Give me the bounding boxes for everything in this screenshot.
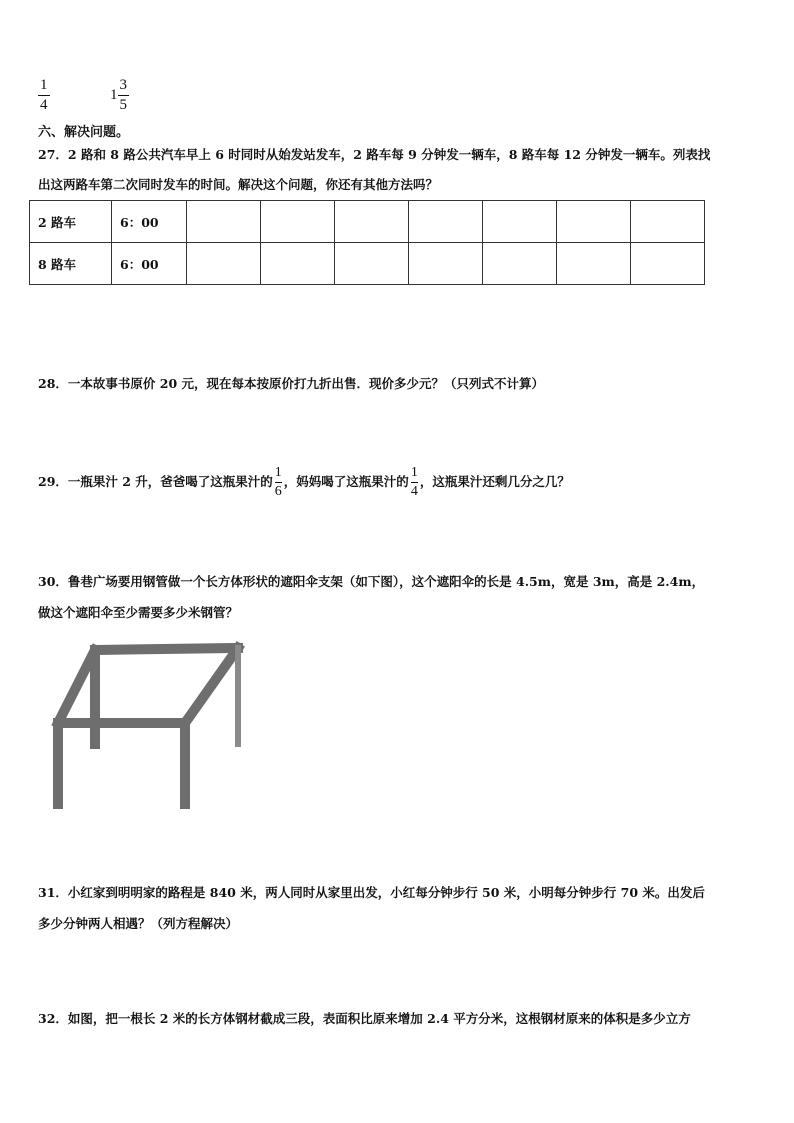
q30-line2: 做这个遮阳伞至少需要多少米钢管？ <box>38 605 239 620</box>
denominator: 6 <box>274 484 282 499</box>
blank-cell[interactable] <box>631 201 705 243</box>
blank-cell[interactable] <box>335 243 409 285</box>
denominator: 5 <box>119 97 127 113</box>
blank-cell[interactable] <box>261 201 335 243</box>
numerator: 3 <box>119 77 127 93</box>
blank-cell[interactable] <box>483 201 557 243</box>
bus-schedule-table <box>29 200 705 285</box>
q31-line2: 多少分钟两人相遇？（列方程解决） <box>38 916 239 931</box>
whole-part: 1 <box>110 87 118 103</box>
start-time: 6：00 <box>112 201 187 243</box>
start-time: 6：00 <box>112 243 187 285</box>
table-row <box>30 201 705 243</box>
denominator: 4 <box>40 97 48 113</box>
q31-line1: 31．小红家到明明家的路程是 840 米，两人同时从家里出发，小红每分钟步行 50 米，小明每分钟步行 70 米。出发后 <box>38 885 705 900</box>
route-label: 8 路车 <box>30 243 112 285</box>
table-row <box>30 243 705 285</box>
fraction-one-quarter <box>38 78 50 113</box>
q29-part3: ，这瓶果汁还剩几分之几？ <box>419 474 570 490</box>
blank-cell[interactable] <box>631 243 705 285</box>
blank-cell[interactable] <box>187 201 261 243</box>
blank-cell[interactable] <box>335 201 409 243</box>
route-label: 2 路车 <box>30 201 112 243</box>
q27-line2: 出这两路车第二次同时发车的时间。解决这个问题，你还有其他方法吗？ <box>38 177 439 192</box>
q30-line1: 30．鲁巷广场要用钢管做一个长方体形状的遮阳伞支架（如下图），这个遮阳伞的长是 4.5m，宽是 3m，高是 2.4m， <box>38 574 705 589</box>
q29-part1: 29．一瓶果汁 2 升，爸爸喝了这瓶果汁的 <box>38 474 273 490</box>
mixed-number-one-three-fifths <box>110 78 129 113</box>
numerator: 1 <box>40 77 48 93</box>
q29-text <box>38 466 570 499</box>
q32-line1: 32．如图，把一根长 2 米的长方体钢材截成三段，表面积比原来增加 2.4 平方分米，这根钢材原来的体积是多少立方 <box>38 1011 691 1026</box>
blank-cell[interactable] <box>187 243 261 285</box>
blank-cell[interactable] <box>261 243 335 285</box>
blank-cell[interactable] <box>557 243 631 285</box>
q28-text: 28．一本故事书原价 20 元，现在每本按原价打九折出售．现价多少元？（只列式不计算） <box>38 376 544 391</box>
fraction-one-sixth <box>275 466 282 499</box>
blank-cell[interactable] <box>557 201 631 243</box>
q29-part2: ，妈妈喝了这瓶果汁的 <box>283 474 409 490</box>
blank-cell[interactable] <box>409 201 483 243</box>
blank-cell[interactable] <box>483 243 557 285</box>
section-heading: 六、解决问题。 <box>38 125 130 140</box>
q27-line1: 27．2 路和 8 路公共汽车早上 6 时同时从始发站发车，2 路车每 9 分钟发一辆车，8 路车每 12 分钟发一辆车。列表找 <box>38 147 711 162</box>
denominator: 4 <box>410 484 418 499</box>
blank-cell[interactable] <box>409 243 483 285</box>
fraction-one-quarter-inline <box>411 466 418 499</box>
umbrella-frame-figure <box>40 628 250 813</box>
numerator: 1 <box>274 465 282 480</box>
numerator: 1 <box>410 465 418 480</box>
